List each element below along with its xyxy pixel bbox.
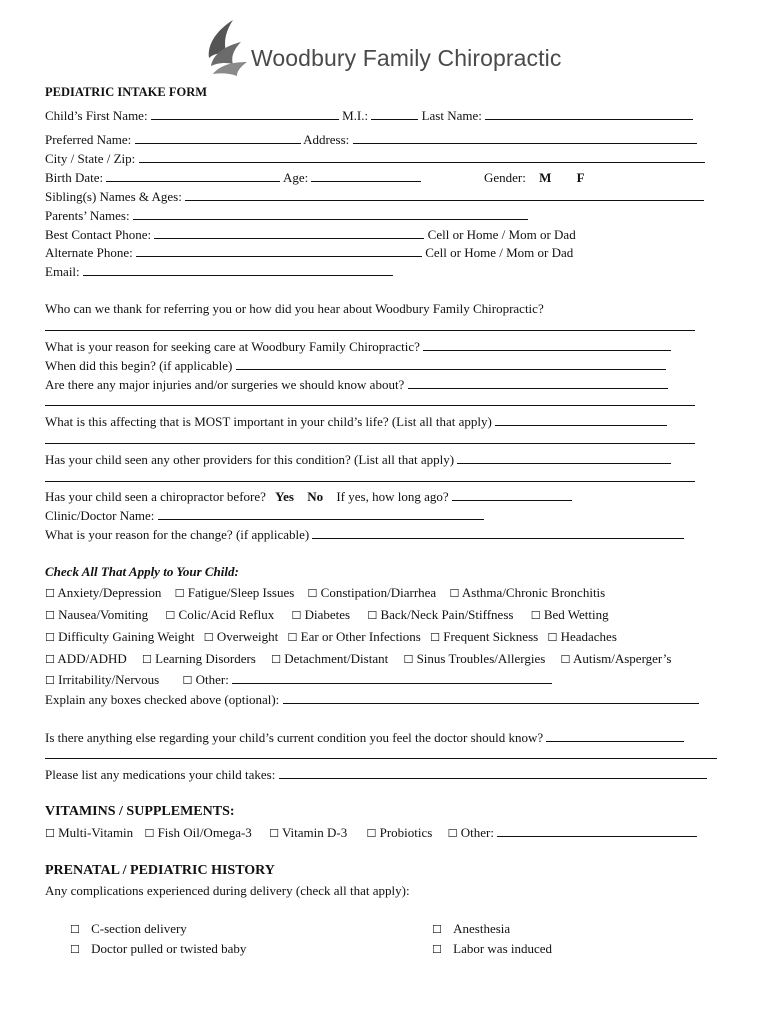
checkbox-icon[interactable]: ☐: [45, 674, 55, 687]
how-long-field[interactable]: [452, 489, 572, 501]
vitamins-heading: VITAMINS / SUPPLEMENTS:: [45, 804, 235, 819]
condition-back-pain[interactable]: ☐ Back/Neck Pain/Stiffness: [367, 607, 514, 622]
last-name-label: Last Name:: [421, 108, 482, 123]
condition-sinus[interactable]: ☐ Sinus Troubles/Allergies: [403, 651, 546, 666]
gender-label: Gender:: [484, 170, 526, 185]
reason-field[interactable]: [423, 339, 671, 351]
row-city: [45, 151, 705, 167]
row-affecting: [45, 414, 667, 430]
age-field[interactable]: [311, 170, 421, 182]
explain-label: Explain any boxes checked above (optional):: [45, 692, 280, 707]
condition-autism[interactable]: ☐ Autism/Asperger’s: [560, 651, 672, 666]
best-phone-field[interactable]: [154, 227, 424, 239]
preferred-name-label: Preferred Name:: [45, 132, 132, 147]
checkbox-icon[interactable]: ☐: [203, 631, 214, 644]
no-option[interactable]: No: [307, 489, 324, 504]
row-change-reason: [45, 527, 684, 543]
checkbox-icon[interactable]: ☐: [182, 674, 193, 687]
checkbox-icon[interactable]: ☐: [144, 827, 155, 840]
condition-asthma[interactable]: ☐ Asthma/Chronic Bronchitis: [449, 585, 606, 600]
checkbox-icon[interactable]: ☐: [142, 653, 152, 666]
form-title: PEDIATRIC INTAKE FORM: [45, 85, 208, 99]
row-child-name: [45, 108, 693, 124]
change-reason-question: What is your reason for the change? (if applicable): [45, 527, 310, 542]
change-reason-field[interactable]: [312, 527, 684, 539]
flame-swoosh-icon: [203, 18, 249, 78]
row-explain: [45, 692, 699, 708]
checkbox-icon[interactable]: ☐: [269, 827, 279, 840]
row-medications: [45, 767, 707, 783]
row-chiro-before: [45, 489, 572, 505]
checkbox-icon[interactable]: ☐: [45, 631, 55, 644]
checkbox-icon[interactable]: ☐: [449, 587, 460, 600]
siblings-field[interactable]: [185, 189, 704, 201]
row-alt-phone: [45, 245, 573, 261]
gender-m-option[interactable]: M: [539, 170, 552, 185]
condition-other[interactable]: ☐ Other:: [182, 672, 229, 687]
checkbox-icon[interactable]: ☐: [165, 609, 176, 622]
checkbox-icon[interactable]: ☐: [174, 587, 185, 600]
checkbox-icon[interactable]: ☐: [45, 609, 55, 622]
alt-phone-field[interactable]: [136, 245, 422, 257]
checkbox-icon[interactable]: ☐: [45, 653, 55, 666]
chiro-before-question: Has your child seen a chiropractor before?: [45, 489, 266, 504]
clinic-label: Clinic/Doctor Name:: [45, 508, 155, 523]
row-anything-else: [45, 730, 684, 746]
checkbox-icon[interactable]: ☐: [547, 631, 558, 644]
birth-date-label: Birth Date:: [45, 170, 104, 185]
affecting-answer-line[interactable]: [45, 431, 695, 444]
checkbox-icon[interactable]: ☐: [291, 609, 302, 622]
row-best-phone: [45, 227, 576, 243]
other-providers-answer-line[interactable]: [45, 469, 695, 482]
checkbox-icon[interactable]: ☐: [45, 827, 55, 840]
row-reason: [45, 339, 671, 355]
vitamin-multi[interactable]: ☐ Multi-Vitamin: [45, 825, 134, 840]
clinic-field[interactable]: [158, 508, 484, 520]
birth-date-field[interactable]: [106, 170, 280, 182]
checkbox-icon[interactable]: ☐: [271, 653, 281, 666]
last-name-field[interactable]: [485, 108, 693, 120]
checkbox-icon[interactable]: ☐: [70, 943, 80, 956]
checkbox-icon[interactable]: ☐: [447, 827, 458, 840]
row-preferred-address: [45, 132, 697, 148]
how-long-label: If yes, how long ago?: [336, 489, 449, 504]
conditions-row-3: [45, 629, 617, 646]
conditions-row-5: [45, 672, 552, 689]
prenatal-c-section[interactable]: ☐ C-section delivery: [70, 921, 187, 936]
affecting-field[interactable]: [495, 414, 667, 426]
condition-headaches[interactable]: ☐ Headaches: [547, 629, 617, 644]
condition-fatigue[interactable]: ☐ Fatigue/Sleep Issues: [174, 585, 295, 600]
email-label: Email:: [45, 264, 80, 279]
condition-learning[interactable]: ☐ Learning Disorders: [142, 651, 256, 666]
row-when-began: [45, 358, 666, 374]
city-field[interactable]: [139, 151, 705, 163]
anything-else-question: Is there anything else regarding your child’s current condition you feel the doctor should know?: [45, 730, 544, 745]
first-name-label: Child’s First Name:: [45, 108, 148, 123]
referral-answer-line[interactable]: [45, 318, 695, 331]
condition-add-adhd[interactable]: ☐ ADD/ADHD: [45, 651, 127, 666]
checkbox-icon[interactable]: ☐: [307, 587, 318, 600]
injuries-question: Are there any major injuries and/or surgeries we should know about?: [45, 377, 405, 392]
prenatal-heading: PRENATAL / PEDIATRIC HISTORY: [45, 863, 275, 878]
siblings-label: Sibling(s) Names & Ages:: [45, 189, 182, 204]
checkbox-icon[interactable]: ☐: [432, 943, 442, 956]
row-email: [45, 264, 393, 280]
checkbox-icon[interactable]: ☐: [70, 923, 80, 936]
condition-frequent-sickness[interactable]: ☐ Frequent Sickness: [430, 629, 539, 644]
vitamins-row: [45, 825, 697, 842]
conditions-row-1: [45, 585, 605, 602]
medications-label: Please list any medications your child takes:: [45, 767, 276, 782]
injuries-answer-line[interactable]: [45, 393, 695, 406]
checkbox-icon[interactable]: ☐: [287, 631, 298, 644]
conditions-heading: Check All That Apply to Your Child:: [45, 564, 239, 579]
checkbox-icon[interactable]: ☐: [367, 609, 378, 622]
parents-label: Parents’ Names:: [45, 208, 130, 223]
condition-nausea[interactable]: ☐ Nausea/Vomiting: [45, 607, 149, 622]
best-phone-options: Cell or Home / Mom or Dad: [427, 227, 576, 242]
condition-overweight[interactable]: ☐ Overweight: [203, 629, 279, 644]
anything-else-answer-line[interactable]: [45, 746, 717, 759]
checkbox-icon[interactable]: ☐: [530, 609, 541, 622]
condition-other-field[interactable]: [232, 672, 552, 684]
address-field[interactable]: [353, 132, 697, 144]
first-name-field[interactable]: [151, 108, 339, 120]
prenatal-labor-induced[interactable]: ☐ Labor was induced: [432, 941, 553, 956]
age-label: Age:: [282, 170, 309, 185]
email-field[interactable]: [83, 264, 393, 276]
vitamin-probiotics[interactable]: ☐ Probiotics: [366, 825, 433, 840]
mi-field[interactable]: [371, 108, 418, 120]
condition-constipation[interactable]: ☐ Constipation/Diarrhea: [307, 585, 437, 600]
city-label: City / State / Zip:: [45, 151, 136, 166]
reason-question: What is your reason for seeking care at Woodbury Family Chiropractic?: [45, 339, 420, 354]
mi-label: M.I.:: [342, 108, 369, 123]
injuries-field[interactable]: [408, 377, 668, 389]
vitamin-other-field[interactable]: [497, 825, 697, 837]
condition-bed-wetting[interactable]: ☐ Bed Wetting: [530, 607, 609, 622]
vitamin-fish-oil[interactable]: ☐ Fish Oil/Omega-3: [144, 825, 252, 840]
other-providers-field[interactable]: [457, 452, 671, 464]
checkbox-icon[interactable]: ☐: [430, 631, 440, 644]
other-providers-question: Has your child seen any other providers for this condition? (List all that apply): [45, 452, 455, 467]
parents-field[interactable]: [133, 208, 528, 220]
yes-option[interactable]: Yes: [275, 489, 294, 504]
preferred-name-field[interactable]: [135, 132, 301, 144]
best-phone-label: Best Contact Phone:: [45, 227, 152, 242]
row-clinic: [45, 508, 484, 524]
when-began-question: When did this begin? (if applicable): [45, 358, 233, 373]
row-birth-age-gender: [45, 170, 421, 186]
medications-field[interactable]: [279, 767, 707, 779]
row-injuries: [45, 377, 668, 393]
checkbox-icon[interactable]: ☐: [366, 827, 377, 840]
prenatal-question: Any complications experienced during delivery (check all that apply):: [45, 883, 410, 898]
condition-irritability[interactable]: ☐ Irritability/Nervous: [45, 672, 160, 687]
gender-f-option[interactable]: F: [576, 170, 585, 185]
gender-group: [484, 170, 585, 186]
row-other-providers: [45, 452, 671, 468]
affecting-question: What is this affecting that is MOST important in your child’s life? (List all that apply): [45, 414, 492, 429]
alt-phone-label: Alternate Phone:: [45, 245, 133, 260]
alt-phone-options: Cell or Home / Mom or Dad: [425, 245, 574, 260]
when-began-field[interactable]: [236, 358, 666, 370]
anything-else-field[interactable]: [546, 730, 684, 742]
vitamin-d3[interactable]: ☐ Vitamin D-3: [269, 825, 348, 840]
prenatal-anesthesia[interactable]: ☐ Anesthesia: [432, 921, 511, 936]
prenatal-doctor-pulled[interactable]: ☐ Doctor pulled or twisted baby: [70, 941, 247, 956]
checkbox-icon[interactable]: ☐: [403, 653, 414, 666]
address-label: Address:: [303, 132, 350, 147]
checkbox-icon[interactable]: ☐: [432, 923, 442, 936]
referral-question: Who can we thank for referring you or how did you hear about Woodbury Family Chiropractic?: [45, 301, 544, 316]
explain-field[interactable]: [283, 692, 699, 704]
condition-weight-gain[interactable]: ☐ Difficulty Gaining Weight: [45, 629, 195, 644]
checkbox-icon[interactable]: ☐: [560, 653, 571, 666]
condition-anxiety[interactable]: ☐ Anxiety/Depression: [45, 585, 162, 600]
vitamin-other[interactable]: ☐ Other:: [447, 825, 494, 840]
condition-colic[interactable]: ☐ Colic/Acid Reflux: [165, 607, 275, 622]
condition-infections[interactable]: ☐ Ear or Other Infections: [287, 629, 421, 644]
conditions-row-4: [45, 651, 671, 668]
row-siblings: [45, 189, 704, 205]
checkbox-icon[interactable]: ☐: [45, 587, 55, 600]
condition-diabetes[interactable]: ☐ Diabetes: [291, 607, 351, 622]
condition-detachment[interactable]: ☐ Detachment/Distant: [271, 651, 389, 666]
row-parents: [45, 208, 528, 224]
clinic-name: Woodbury Family Chiropractic: [251, 45, 562, 71]
conditions-row-2: [45, 607, 609, 624]
